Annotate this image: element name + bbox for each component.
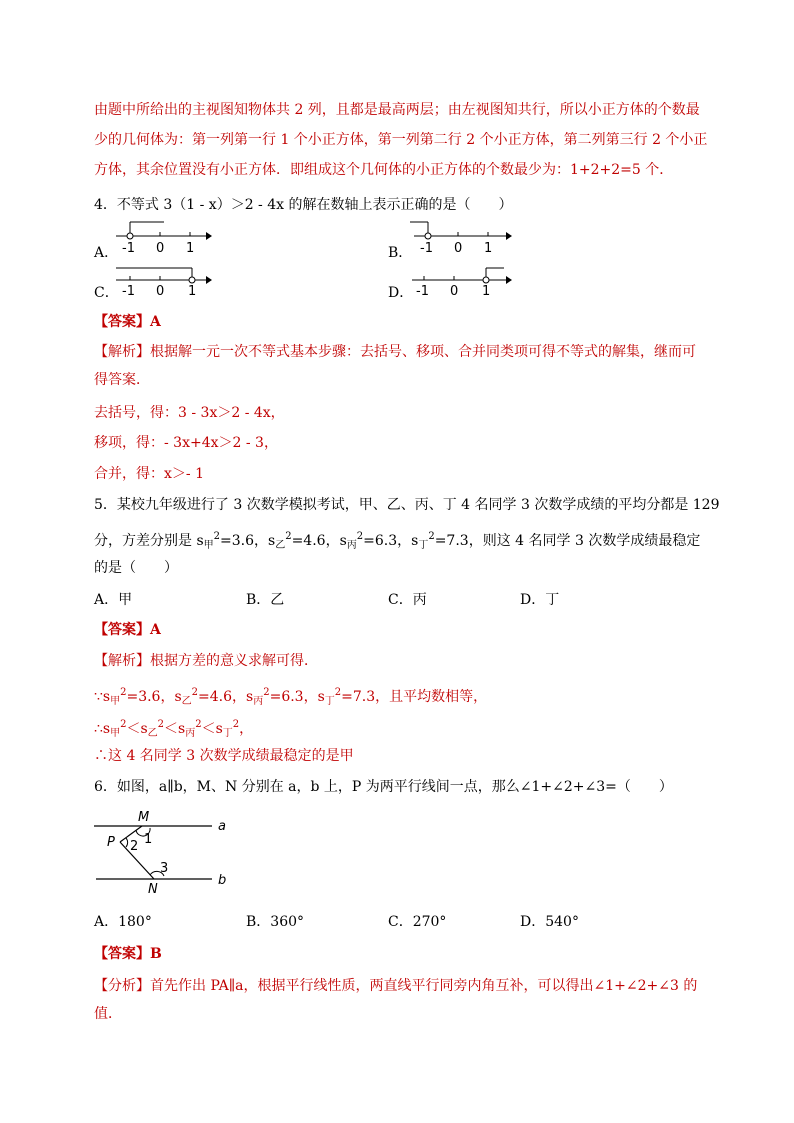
q4-analysis-line-1: 【解析】根据解一元一次不等式基本步骤：去括号、移项、合并同类项可得不等式的解集，继而可: [94, 344, 696, 360]
q5-therefore-line: $\therefore s_甲^2<s_乙^2<s_丙^2<s_丁^2$，: [94, 719, 254, 739]
q5-option-b: B．乙: [246, 592, 285, 608]
label-n: N: [148, 882, 158, 896]
tick-label: -1: [122, 241, 135, 256]
q6-analysis-line-1: 【分析】首先作出 PA∥a，根据平行线性质，两直线平行同旁内角互补，可以得出∠1+∠2+∠3 的: [94, 978, 698, 994]
q4-step-3: 合并，得：x＞- 1: [94, 466, 204, 482]
q6-option-a: A．180°: [94, 914, 152, 930]
q6-stem: 6．如图，a∥b，M、N 分别在 a，b 上，P 为两平行线间一点，那么∠1+∠2+∠3=（ ）: [94, 779, 673, 795]
label-b: b: [218, 873, 227, 888]
q5-option-a: A．甲: [94, 592, 133, 608]
q4-number-line-d: [408, 262, 514, 300]
label-a: a: [218, 819, 226, 834]
q4-number-line-b: [408, 218, 514, 258]
label-angle-3: 3: [160, 861, 169, 876]
tick-label: 1: [482, 284, 491, 299]
q6-option-b: B．360°: [246, 914, 305, 930]
tick-label: -1: [420, 241, 433, 256]
q4-choice-a-label: A．: [94, 245, 119, 261]
tick-label: 0: [156, 241, 165, 256]
tick-label: -1: [122, 284, 135, 299]
tick-label: 1: [186, 241, 195, 256]
q6-answer: 【答案】B: [94, 946, 162, 962]
q4-choice-c-label: C．: [94, 285, 119, 301]
q5-option-d: D．丁: [520, 592, 560, 608]
q5-stem-line-2: 分，方差分别是 $s_甲^2=3.6$，$s_乙^2=4.6$，$s_丙^2=6.3$，$s_丁^2=7.3$，则这 4 名同学 3 次数学成绩最稳定: [94, 531, 701, 551]
q5-analysis: 【解析】根据方差的意义求解可得．: [94, 653, 318, 669]
q5-option-c: C．丙: [388, 592, 427, 608]
tick-label: 1: [484, 241, 493, 256]
label-m: M: [138, 810, 150, 825]
q5-stem-line-3: 的是（ ）: [94, 560, 178, 576]
q4-step-2: 移项，得：- 3x+4x＞2 - 3，: [94, 435, 278, 451]
label-angle-2: 2: [130, 839, 139, 854]
q5-stem-line-1: 5．某校九年级进行了 3 次数学模拟考试，甲、乙、丙、丁 4 名同学 3 次数学成绩的平均分都是 129: [94, 497, 720, 513]
q4-analysis-line-2: 得答案．: [94, 372, 150, 388]
q4-answer: 【答案】A: [94, 314, 161, 330]
q6-option-c: C．270°: [388, 914, 447, 930]
q5-answer: 【答案】A: [94, 622, 161, 638]
q6-option-d: D．540°: [520, 914, 579, 930]
q4-number-line-a: [112, 218, 212, 258]
tick-label: -1: [416, 284, 429, 299]
q6-analysis-line-2: 值．: [94, 1006, 122, 1022]
q4-number-line-c: [112, 262, 212, 300]
intro-line-2: 少的几何体为：第一列第一行 1 个小正方体，第一列第二行 2 个小正方体，第二列第三行 2 个小正: [94, 132, 708, 148]
q4-choice-b-label: B．: [388, 245, 413, 261]
tick-label: 0: [156, 284, 165, 299]
q4-step-1: 去括号，得：3 - 3x＞2 - 4x，: [94, 405, 285, 421]
tick-label: 0: [454, 241, 463, 256]
label-angle-1: 1: [144, 832, 153, 847]
tick-label: 0: [450, 284, 459, 299]
q4-choice-d-label: D．: [388, 285, 414, 301]
tick-label: 1: [188, 284, 197, 299]
q5-because-line: $\because s_甲^2=3.6$，$s_乙^2=4.6$，$s_丙^2=6.3$，$s_丁^2=7.3$，且平均数相等，: [94, 687, 488, 707]
intro-line-1: 由题中所给出的主视图知物体共 2 列，且都是最高两层；由左视图知共行，所以小正方体的个数最: [94, 102, 700, 118]
q6-parallel-lines-figure: [90, 806, 240, 896]
label-p: P: [107, 835, 115, 850]
intro-line-3: 方体，其余位置没有小正方体．即组成这个几何体的小正方体的个数最少为：1+2+2=5 个．: [94, 162, 674, 178]
q5-conclusion: ∴这 4 名同学 3 次数学成绩最稳定的是甲: [94, 748, 354, 764]
q4-stem: 4．不等式 3（1 - x）＞2 - 4x 的解在数轴上表示正确的是（ ）: [94, 197, 513, 213]
